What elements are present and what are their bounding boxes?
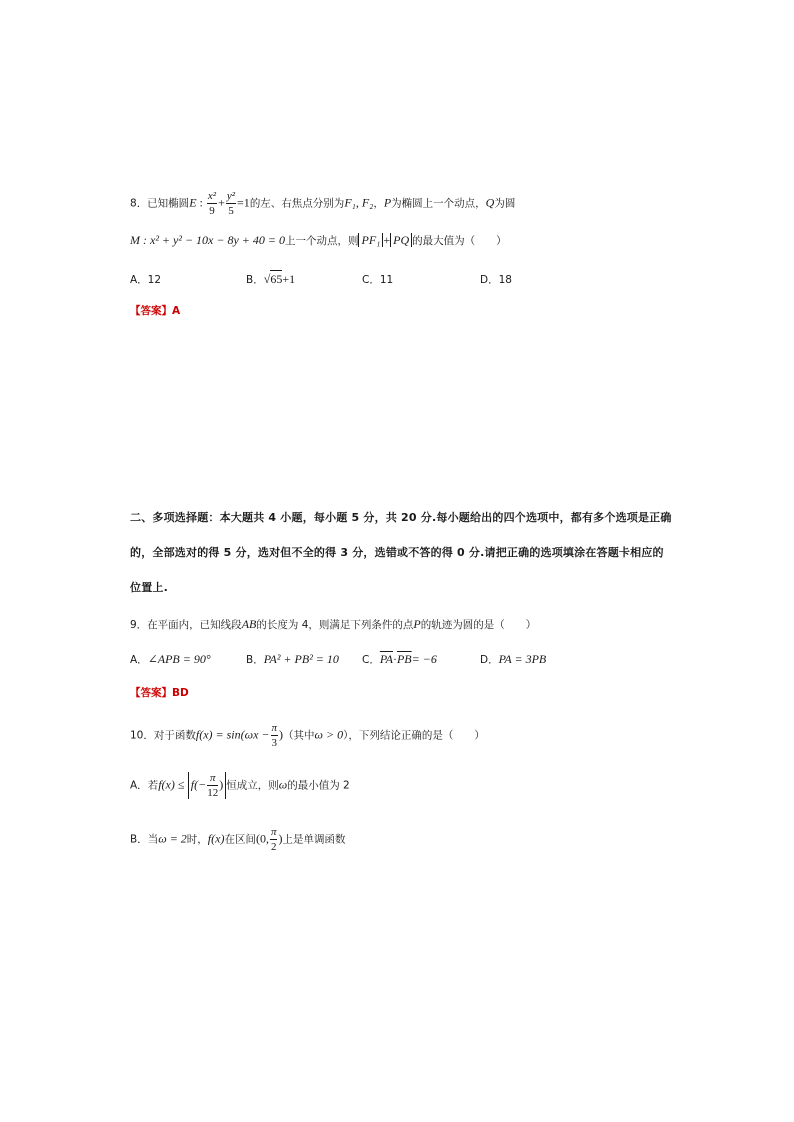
q8-number: 8 [130,197,137,210]
q9-option-a: A．∠APB = 90° [130,652,211,666]
q8-text-e: 为圆 [494,197,516,210]
q9-option-c: C．$\overline{PA}\cdot\overline{PB}= -6$ [362,652,437,666]
q10-opt-b-interval-left: (0, [255,831,269,846]
q10-option-a [130,772,350,799]
q9-text-c: 的轨迹为圆的是（ ） [420,619,537,631]
q8-p: P [383,195,392,210]
q9-answer [130,688,189,699]
q10-cond: ω > 0 [314,727,344,742]
q10-opt-b-interval-right: ) [278,831,283,846]
q8-ellipse-name: E [189,195,197,210]
q8-text-b: 的左、右焦点分别为 [249,197,345,210]
q10-frac: $\frac{\pi}{3}$ [271,722,278,750]
q10-opt-a-omega: ω [278,777,288,792]
q8-foci: F₁, F₂ [344,195,374,210]
q8-option-c: C．11 [362,274,394,286]
q9-ab: AB [241,617,257,631]
q9-option-b: B．PA² + PB² = 10 [246,652,339,666]
q8-option-a: A．12 [130,274,162,286]
q10-opt-b-text: 在区间 [224,833,256,846]
q10-text-b: （其中 [283,729,315,742]
q10-opt-b-fx: f(x) [207,831,225,846]
q10-opt-b-prefix: B．当 [130,833,159,846]
q10-opt-a-fx: f(x) ≤ [158,777,185,792]
q10-stem [130,722,485,749]
section2-line3: 位置上. [130,581,168,594]
q10-opt-b-mid: 时， [186,833,208,846]
q8-option-b: B．√65+1 [246,272,296,286]
q8-stem-line1: 8．已知椭圆E : $\frac{\text{x²}}{9}$ + $\frac{\text{y²}}{5}$ =1的左、右焦点分别为F₁, F₂，P为椭圆上一个动点，Q为圆 [130,190,516,218]
q9-p: P [413,617,421,631]
q8-text-c: ， [373,197,384,210]
q8-frac-x: $\frac{\text{x²}}{9}$ [207,190,217,218]
q9-option-d: D．PA = 3PB [480,652,547,666]
q8-answer-label: 【答案】 [130,305,172,317]
q8-stem-line2 [130,234,507,247]
q10-func-right: ) [279,727,284,742]
q8-answer-value: A [172,305,181,317]
q8-text-f: 上一个动点，则 [284,235,359,247]
q8-circle-eq: M : x² + y² − 10x − 8y + 40 = 0 [130,233,285,247]
q8-frac-y: $\frac{\text{y²}}{5}$ [226,190,236,218]
q10-opt-a-abs: f(− $\frac{\pi}{12}$ ) [188,772,226,799]
q8-text-g: 的最大值为（ ） [412,235,507,247]
q10-opt-b-cond: ω = 2 [158,831,187,846]
q10-opt-a-prefix: A．若 [130,779,159,792]
q8-answer [130,306,180,317]
q10-opt-b-suffix: 上是单调函数 [282,833,346,846]
section2-line2: 的，全部选对的得 5 分，选对但不全的得 3 分，选错或不答的得 0 分.请把正确的选项填涂在答题卡相应的 [130,546,664,559]
q10-option-b [130,826,345,853]
q10-text-a: 10．对于函数 [130,729,196,742]
q10-func-left: f(x) = sin(ωx − [195,727,270,742]
q8-plus: + [383,233,391,247]
q8-abs-pf1: PF₁ [358,233,383,247]
q9-stem [130,618,536,631]
section2-line1: 二、多项选择题：本大题共 4 小题，每小题 5 分，共 20 分.每小题给出的四个选项中，都有多个选项是正确 [130,511,672,524]
q8-text-d: 为椭圆上一个动点， [391,197,486,210]
q8-text-a: ．已知椭圆 [136,197,190,210]
q8-q: Q [485,195,495,210]
q9-answer-value: BD [172,687,189,699]
q9-text-b: 的长度为 4，则满足下列条件的点 [256,619,414,631]
q10-opt-b-frac: $\frac{\pi}{2}$ [270,826,277,854]
q9-answer-label: 【答案】 [130,687,172,699]
q8-eq-rest: =1 [237,195,250,210]
q10-opt-a-suffix-2: 的最小值为 2 [287,779,350,792]
q10-opt-a-suffix-1: 恒成立，则 [226,779,279,792]
q10-text-c: ），下列结论正确的是（ ） [343,729,485,742]
q8-abs-pq: PQ [390,233,412,247]
q9-text-a: 9．在平面内，已知线段 [130,619,242,631]
q8-option-d: D．18 [480,274,512,286]
